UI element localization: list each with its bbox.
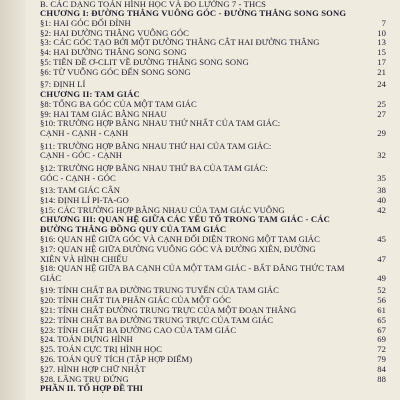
- toc-entry-page-number: 24: [377, 79, 386, 90]
- toc-entry: [40, 264, 386, 284]
- toc-entry-page-number: 79: [377, 354, 386, 365]
- toc-entry-label: §12: TRƯỜNG HỢP BẰNG NHAU THỨ BA CỦA TAM GIÁC: GÓC - CẠNH - GÓC: [40, 162, 268, 183]
- toc-entry: [40, 384, 386, 394]
- toc-entry-page-number: 67: [377, 324, 386, 335]
- toc-entry-page-number: 7: [381, 17, 386, 28]
- toc-entry-page-number: 17: [377, 56, 386, 67]
- toc-entry-label: §3: CÁC GÓC TẠO BỞI MỘT ĐƯỜNG THẲNG CẮT HAI ĐƯỜNG THẲNG: [40, 37, 320, 48]
- toc-entry-label: §18: QUAN HỆ GIỮA BA CẠNH CỦA MỘT TAM GIÁC - BẤT ĐẲNG THỨC TAM GIÁC: [40, 263, 345, 284]
- toc-entry-page-number: 21: [377, 66, 386, 77]
- toc-entry-label: §23: TÍNH CHẤT BA ĐƯỜNG CAO CỦA TAM GIÁC: [40, 324, 237, 335]
- toc-entry-label: §24. TOÁN DỰNG HÌNH: [40, 334, 133, 345]
- toc-entry-label: §2: HAI ĐƯỜNG THẲNG VUÔNG GÓC: [40, 27, 189, 38]
- toc-entry-page-number: 56: [377, 295, 386, 306]
- toc-entry-label: §14: ĐỊNH LÍ PI-TA-GO: [40, 194, 129, 205]
- toc-entry-page-number: 25: [377, 98, 386, 109]
- toc-entry-label: §1: HAI GÓC ĐỐI ĐỈNH: [40, 17, 131, 28]
- toc-entry: [40, 142, 386, 162]
- toc-entry-label: §28. LĂNG TRỤ ĐỨNG: [40, 373, 129, 384]
- toc-entry-label: §17: QUAN HỆ GIỮA ĐƯỜNG VUÔNG GÓC VÀ ĐƯỜNG XIÊN, ĐƯỜNG XIÊN VÀ HÌNH CHIẾU: [40, 243, 316, 264]
- toc-entry-label: §7: ĐỊNH LÍ: [40, 79, 86, 90]
- toc-entry-page-number: 47: [377, 253, 386, 264]
- toc-entry-page-number: 52: [377, 285, 386, 296]
- toc-entry-label: §15: CÁC TRƯỜNG HỢP BẰNG NHAU CỦA TAM GIÁC VUÔNG: [40, 204, 285, 215]
- toc-entry-label: §13: TAM GIÁC CÂN: [40, 184, 120, 195]
- toc-entry-label: CHƯƠNG III: QUAN HỆ GIỮA CÁC YẾU TỐ TRONG TAM GIÁC - CÁC ĐƯỜNG THẲNG ĐỒNG QUY CỦA TAM GIÁC: [40, 214, 330, 235]
- toc-entry: [40, 164, 386, 184]
- toc-entry: [40, 245, 386, 265]
- toc-entry-page-number: 38: [377, 184, 386, 195]
- toc-entry-page-number: 35: [377, 172, 386, 183]
- toc-entry-page-number: 72: [377, 344, 386, 355]
- section-title: B. CÁC DẠNG TOÁN HÌNH HỌC VÀ ĐO LƯỜNG 7 - THCS: [40, 0, 266, 9]
- toc-entry-label: §20: TÍNH CHẤT TIA PHÂN GIÁC CỦA MỘT GÓC: [40, 295, 231, 306]
- toc-entry-label: §21: TÍNH CHẤT ĐƯỜNG TRUNG TRỰC CỦA MỘT ĐOẠN THẲNG: [40, 305, 297, 316]
- toc-entry-page-number: 40: [377, 194, 386, 205]
- toc-entry-page-number: 10: [377, 27, 386, 38]
- toc-entry-page-number: 45: [377, 233, 386, 244]
- toc-entry-label: §11: TRƯỜNG HỢP BẰNG NHAU THỨ HAI CỦA TAM GIÁC: CẠNH - GÓC - CẠNH: [40, 140, 272, 161]
- toc-entry-label: §10: TRƯỜNG HỢP BẰNG NHAU THỨ NHẤT CỦA TAM GIÁC: CẠNH - CẠNH - CẠNH: [40, 118, 281, 139]
- toc-entry-label: §27. HÌNH HỢP CHỮ NHẬT: [40, 363, 146, 374]
- toc-entry: [40, 68, 386, 78]
- toc-entry-page-number: 65: [377, 314, 386, 325]
- toc-entry-page-number: 29: [377, 128, 386, 139]
- toc-entry-label: §6: TỪ VUÔNG GÓC ĐẾN SONG SONG: [40, 66, 191, 77]
- toc-entry-label: §16: QUAN HỆ GIỮA GÓC VÀ CẠNH ĐỐI DIỆN TRONG MỘT TAM GIÁC: [40, 233, 320, 244]
- toc-entry-page-number: 84: [377, 363, 386, 374]
- toc-entry-label: PHẦN II. TỔ HỢP ĐỀ THI: [40, 383, 143, 394]
- toc-entry-page-number: 15: [377, 47, 386, 58]
- toc-entry-page-number: 88: [377, 373, 386, 384]
- toc-entry-label: §4: HAI ĐƯỜNG THẲNG SONG SONG: [40, 47, 187, 58]
- toc-entry-page-number: 42: [377, 204, 386, 215]
- toc-entry-page-number: 49: [377, 273, 386, 284]
- toc-entry-page-number: 32: [377, 150, 386, 161]
- toc-entry-page-number: 27: [377, 108, 386, 119]
- toc-entry-label: §25. TOÁN CỰC TRỊ HÌNH HỌC: [40, 344, 163, 355]
- toc-entry-label: §9: HAI TAM GIÁC BẰNG NHAU: [40, 108, 167, 119]
- toc-entry-page-number: 61: [377, 305, 386, 316]
- toc-entry-label: §26. TOÁN QUỸ TÍCH (TẬP HỢP ĐIỂM): [40, 354, 193, 365]
- toc-entry-label: §19: TÍNH CHẤT BA ĐƯỜNG TRUNG TUYẾN CỦA TAM GIÁC: [40, 285, 279, 296]
- toc-entry-page-number: 13: [377, 37, 386, 48]
- toc-entry-label: §5: TIÊN ĐỀ Ơ-CLIT VỀ ĐƯỜNG THẲNG SONG SONG: [40, 56, 249, 67]
- chapter-heading: [40, 215, 386, 235]
- toc-entry-label: §8: TỔNG BA GÓC CỦA MỘT TAM GIÁC: [40, 98, 197, 109]
- toc-entry: [40, 119, 386, 139]
- toc-entry-page-number: 69: [377, 334, 386, 345]
- toc-entry-label: CHƯƠNG II: TAM GIÁC: [40, 88, 140, 99]
- toc-entry-label: CHƯƠNG I: ĐƯỜNG THẲNG VUÔNG GÓC - ĐƯỜNG THẲNG SONG SONG: [40, 8, 347, 18]
- table-of-contents: [40, 9, 386, 394]
- toc-entry-label: §22: TÍNH CHẤT BA ĐƯỜNG TRUNG TRỰC CỦA TAM GIÁC: [40, 314, 274, 325]
